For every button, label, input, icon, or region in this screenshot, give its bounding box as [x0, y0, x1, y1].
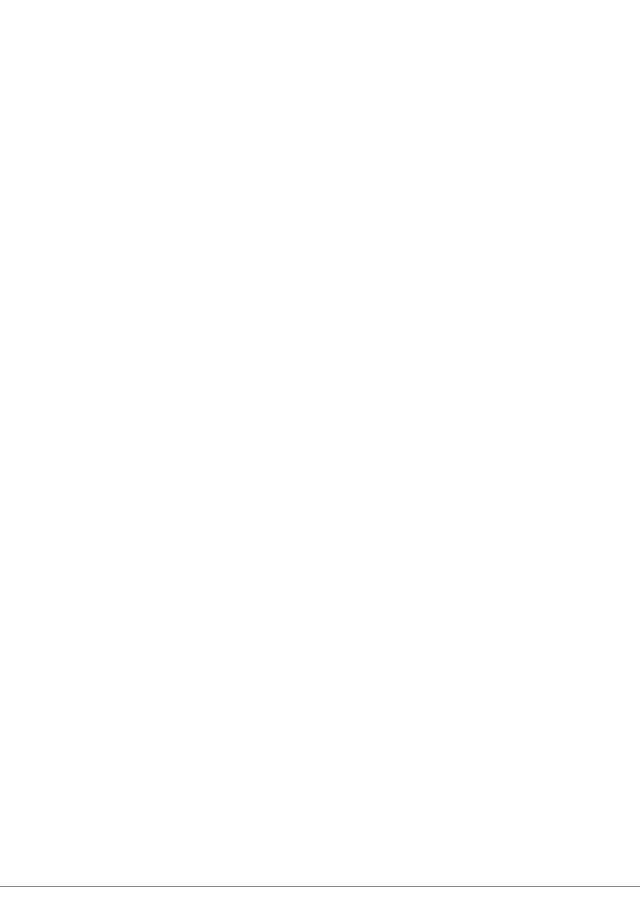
- document-sheet: [60, 60, 580, 840]
- footer-rule: [0, 886, 640, 887]
